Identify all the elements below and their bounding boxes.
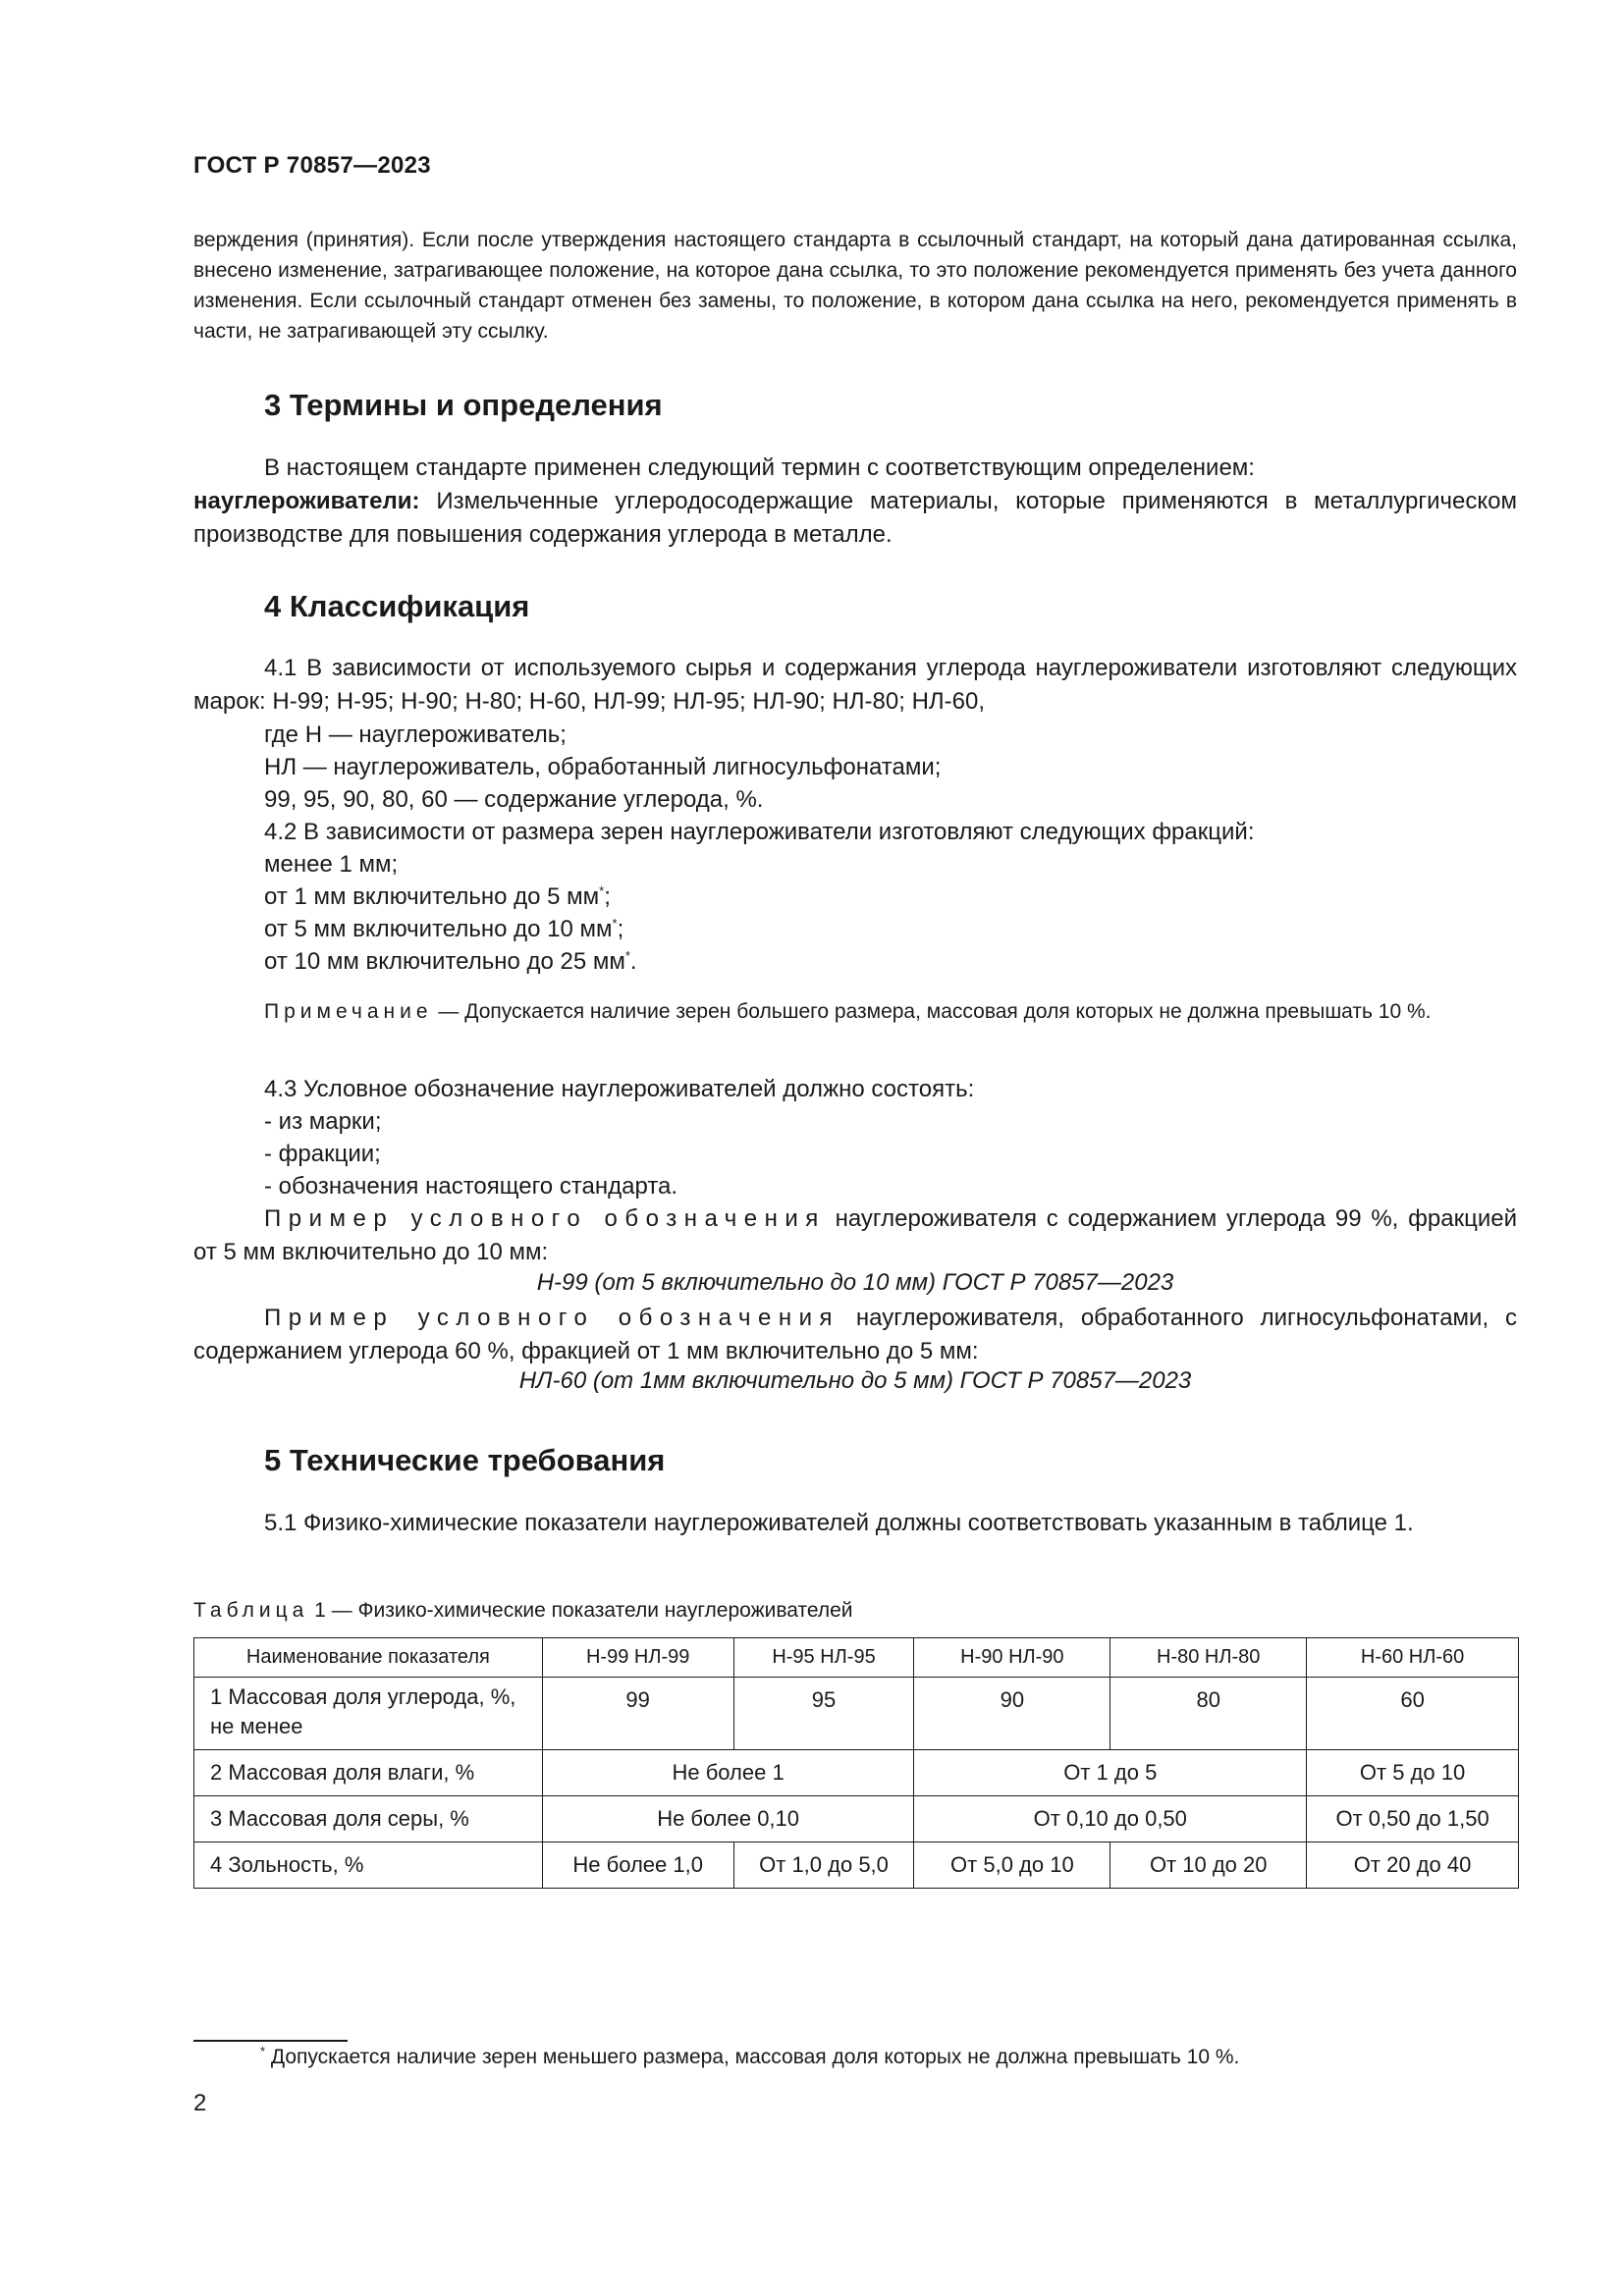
note-label: Примечание	[264, 1000, 433, 1023]
clause-4-2: 4.2 В зависимости от размера зерен науглероживатели изготовляют следующих фракций:	[264, 819, 1255, 845]
table-caption-text: 1 — Физико-химические показатели науглероживателей	[308, 1599, 853, 1622]
section-3-title: 3 Термины и определения	[264, 388, 663, 422]
section-4-title: 4 Классификация	[264, 589, 530, 623]
table-row	[194, 1750, 1519, 1796]
footnote-text: Допускается наличие зерен меньшего размера, массовая доля которых не должна превышать 10 %.	[265, 2046, 1240, 2068]
footnote-separator	[193, 2040, 348, 2042]
table-header-cell: Н-95 НЛ-95	[733, 1638, 914, 1678]
note-text: — Допускается наличие зерен большего размера, массовая доля которых не должна превышать 10 %.	[432, 1000, 1432, 1023]
example-1-paragraph: Пример условного обозначения науглероживателя с содержанием углерода 99 %, фракцией от 5 мм включительно до 10 мм:	[193, 1205, 1517, 1265]
table-cell: От 20 до 40	[1307, 1842, 1519, 1889]
table-cell: 99	[542, 1678, 733, 1750]
fraction-item: от 1 мм включительно до 5 мм*;	[264, 883, 611, 910]
table-caption	[193, 1595, 1517, 1626]
example-1-designation: Н-99 (от 5 включительно до 10 мм) ГОСТ Р 70857—2023	[536, 1269, 1174, 1296]
table-cell: 3 Массовая доля серы, %	[194, 1796, 543, 1842]
table-cell: 90	[914, 1678, 1110, 1750]
table-cell: 4 Зольность, %	[194, 1842, 543, 1889]
list-item: - фракции;	[264, 1141, 381, 1167]
intro-paragraph: верждения (принятия). Если после утверждения настоящего стандарта в ссылочный стандарт, на который дана датированная ссылка, внесено изменение, затрагивающее положение, на которое дана ссылка, то это положение рекомендуется применять без учета данного изменения. Если ссылочный стандарт отменен без замены, то положение, в котором дана ссылка на него, рекомендуется применять в части, не затрагивающей эту ссылку.	[193, 229, 1517, 343]
where-item: НЛ — науглероживатель, обработанный лигносульфонатами;	[264, 754, 942, 780]
example-label: Пример условного обозначения	[264, 1305, 840, 1331]
table-row	[194, 1678, 1519, 1750]
table-cell: От 1,0 до 5,0	[733, 1842, 914, 1889]
table-caption-label: Таблица	[193, 1599, 309, 1622]
section-5-title: 5 Технические требования	[264, 1443, 666, 1477]
fraction-item: от 10 мм включительно до 25 мм*.	[264, 948, 637, 975]
table-header-cell: Н-80 НЛ-80	[1110, 1638, 1307, 1678]
clause-4-3: 4.3 Условное обозначение науглероживателей должно состоять:	[264, 1076, 975, 1102]
term-definition: Измельченные углеродосодержащие материалы, которые применяются в металлургическом производстве для повышения содержания углерода в металле.	[193, 488, 1517, 548]
table-header-row	[194, 1638, 1519, 1678]
table-header-cell: Н-60 НЛ-60	[1307, 1638, 1519, 1678]
page-number: 2	[193, 2090, 207, 2116]
clause-4-1: 4.1 В зависимости от используемого сырья и содержания углерода науглероживатели изготовляют следующих марок: Н-99; Н-95; Н-90; Н-80; Н-60, НЛ-99; НЛ-95; НЛ-90; НЛ-80; НЛ-60,	[193, 655, 1517, 715]
table-cell: 1 Массовая доля углерода, %, не менее	[194, 1678, 543, 1750]
table-cell: От 1 до 5	[914, 1750, 1307, 1796]
example-2-designation: НЛ-60 (от 1мм включительно до 5 мм) ГОСТ Р 70857—2023	[518, 1367, 1192, 1394]
table-cell: 80	[1110, 1678, 1307, 1750]
table-cell: 95	[733, 1678, 914, 1750]
where-item: где Н — науглероживатель;	[264, 721, 567, 748]
example-2-paragraph: Пример условного обозначения науглероживателя, обработанного лигносульфонатами, с содержанием углерода 60 %, фракцией от 1 мм включительно до 5 мм:	[193, 1305, 1518, 1364]
table-row	[194, 1842, 1519, 1889]
table-cell: От 0,10 до 0,50	[914, 1796, 1307, 1842]
footnote-mark: *	[260, 2044, 266, 2058]
fraction-item: менее 1 мм;	[264, 851, 399, 878]
note-paragraph	[193, 996, 1517, 1027]
table-cell: От 5 до 10	[1307, 1750, 1519, 1796]
table-cell: Не более 0,10	[542, 1796, 914, 1842]
table-cell: 2 Массовая доля влаги, %	[194, 1750, 543, 1796]
where-item: 99, 95, 90, 80, 60 — содержание углерода, %.	[264, 786, 764, 813]
table-cell: Не более 1	[542, 1750, 914, 1796]
table-cell: От 0,50 до 1,50	[1307, 1796, 1519, 1842]
table-header-cell: Н-90 НЛ-90	[914, 1638, 1110, 1678]
clause-5-1: 5.1 Физико-химические показатели науглероживателей должны соответствовать указанным в таблице 1.	[264, 1510, 1414, 1536]
footnote	[260, 2046, 1239, 2069]
table-cell: От 10 до 20	[1110, 1842, 1307, 1889]
table-cell: 60	[1307, 1678, 1519, 1750]
properties-table	[193, 1637, 1519, 1889]
term-label: науглероживатели:	[193, 488, 420, 514]
table-header-cell: Наименование показателя	[194, 1638, 543, 1678]
table-cell: Не более 1,0	[542, 1842, 733, 1889]
list-item: - обозначения настоящего стандарта.	[264, 1173, 678, 1200]
table-row	[194, 1796, 1519, 1842]
section-3-paragraph	[193, 452, 1517, 552]
example-label: Пример условного обозначения	[264, 1205, 826, 1232]
table-header-cell: Н-99 НЛ-99	[542, 1638, 733, 1678]
section-3-intro: В настоящем стандарте применен следующий термин с соответствующим определением:	[264, 454, 1255, 481]
document-header: ГОСТ Р 70857—2023	[193, 152, 431, 179]
fraction-item: от 5 мм включительно до 10 мм*;	[264, 916, 624, 942]
table-cell: От 5,0 до 10	[914, 1842, 1110, 1889]
list-item: - из марки;	[264, 1108, 382, 1135]
